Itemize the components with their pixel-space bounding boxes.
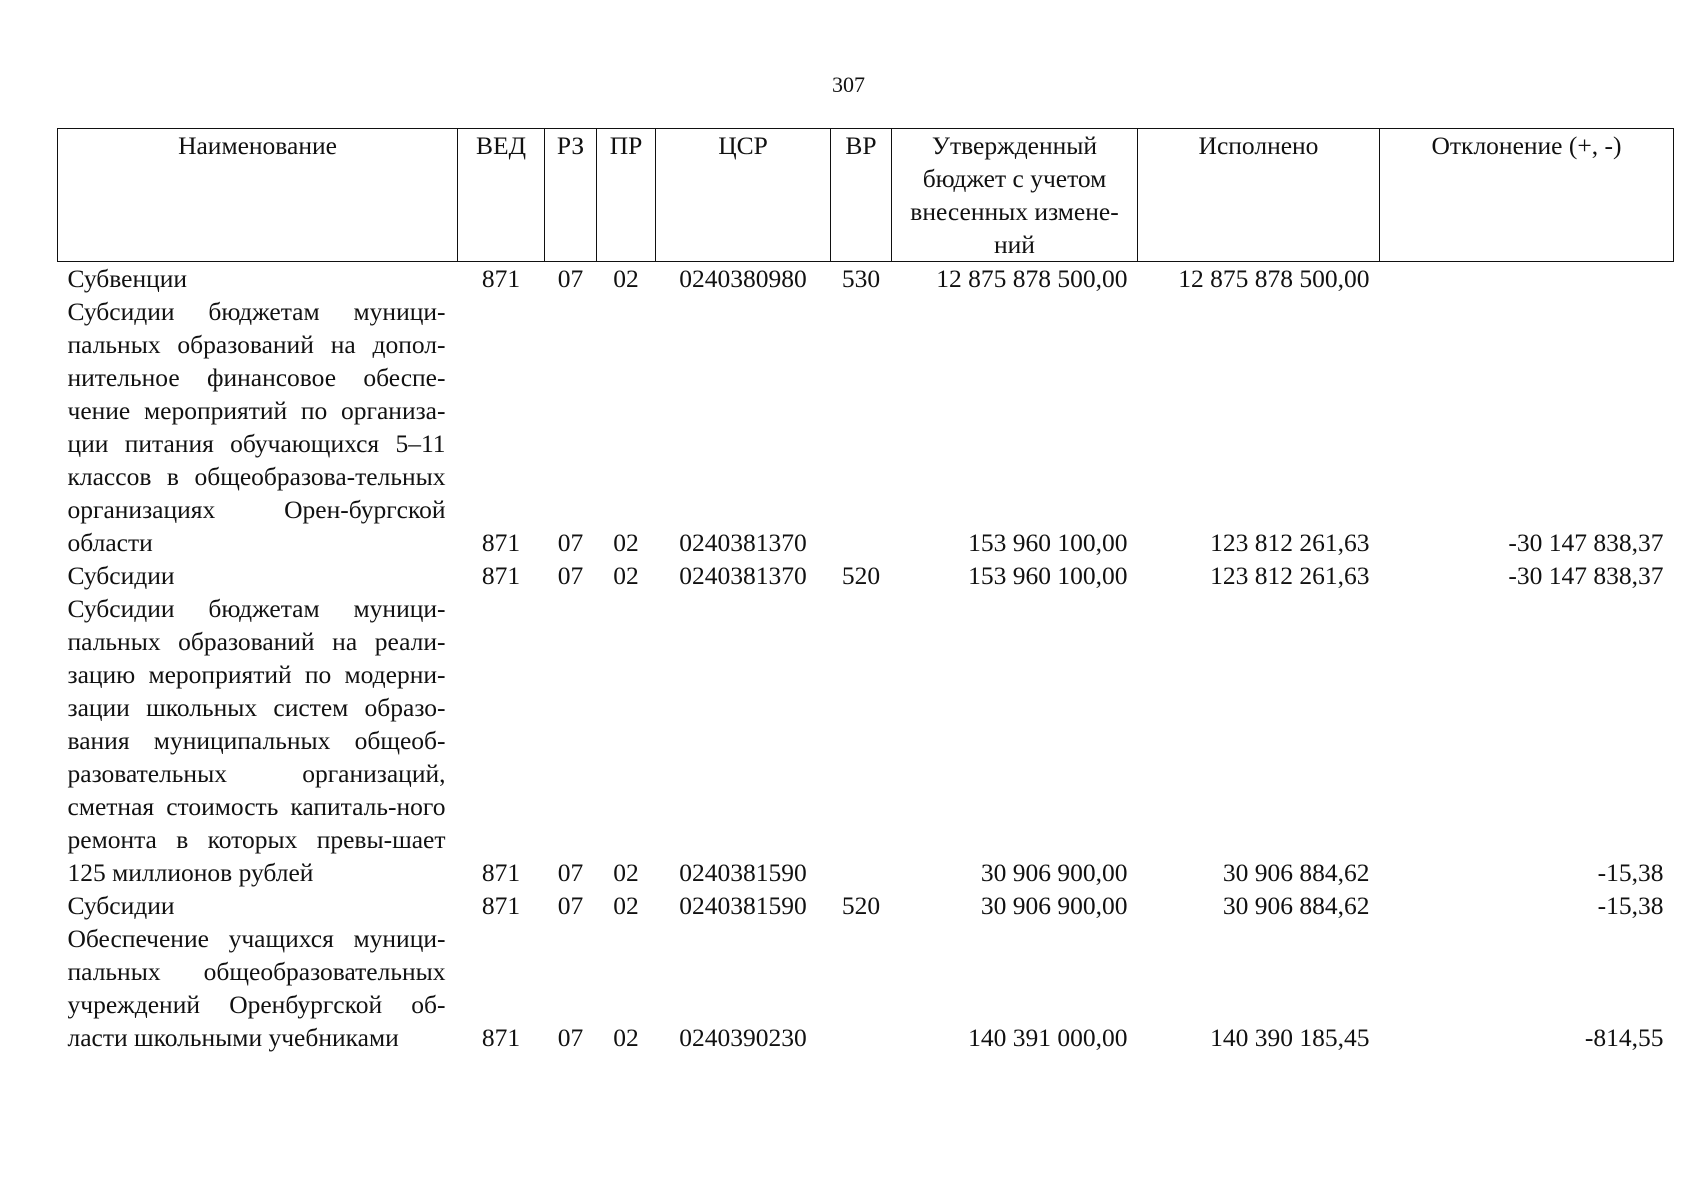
header-approved-budget: Утвержденный бюджет с учетом внесенных измене-ний <box>892 129 1138 262</box>
row-pr: 02 <box>613 1023 639 1052</box>
row-rz: 07 <box>557 561 584 590</box>
row-rz: 07 <box>557 858 584 887</box>
row-vr: 520 <box>841 561 881 590</box>
table-row <box>58 262 1674 296</box>
row-csr: 0240381590 <box>679 891 807 920</box>
row-approved-budget: 140 391 000,00 <box>968 1023 1128 1052</box>
row-approved-budget: 30 906 900,00 <box>980 891 1128 920</box>
row-pr: 02 <box>613 858 639 887</box>
page-number: 307 <box>832 72 865 97</box>
table-row <box>58 922 1674 1054</box>
row-rz: 07 <box>557 1023 584 1052</box>
row-ved: 871 <box>481 1023 521 1052</box>
row-executed: 30 906 884,62 <box>1222 891 1370 920</box>
row-pr: 02 <box>613 528 639 557</box>
row-ved: 871 <box>481 528 521 557</box>
row-rz: 07 <box>557 264 584 293</box>
header-rz: РЗ <box>545 129 597 262</box>
row-approved-budget: 153 960 100,00 <box>968 561 1128 590</box>
row-vr: 530 <box>841 264 881 293</box>
header-vr: ВР <box>831 129 892 262</box>
row-name: Субсидии бюджетам муници-пальных образований на допол-нительное финансовое обеспе-чение мероприятий по организа-ции питания обучающихся 5–11 классов в общеобразова-тельных организациях Орен-бургской области <box>67 297 446 557</box>
row-vr: 520 <box>841 891 881 920</box>
row-name: Обеспечение учащихся муници-пальных общеобразовательных учреждений Оренбургской об-ласти школьными учебниками <box>67 924 446 1052</box>
row-csr: 0240381590 <box>679 858 807 887</box>
row-csr: 0240390230 <box>679 1023 807 1052</box>
row-pr: 02 <box>613 891 639 920</box>
header-ved: ВЕД <box>458 129 545 262</box>
row-approved-budget: 153 960 100,00 <box>968 528 1128 557</box>
row-ved: 871 <box>481 561 521 590</box>
row-ved: 871 <box>481 858 521 887</box>
row-rz: 07 <box>557 528 584 557</box>
row-deviation: -30 147 838,37 <box>1508 528 1664 557</box>
row-deviation: -814,55 <box>1584 1023 1664 1052</box>
row-deviation: -15,38 <box>1597 891 1664 920</box>
table-body <box>58 262 1674 1055</box>
row-approved-budget: 30 906 900,00 <box>980 858 1128 887</box>
row-deviation <box>1380 262 1674 296</box>
row-executed: 30 906 884,62 <box>1222 858 1370 887</box>
header-executed: Исполнено <box>1138 129 1380 262</box>
header-name: Наименование <box>58 129 458 262</box>
header-pr: ПР <box>597 129 656 262</box>
row-name: Субвенции <box>67 264 188 293</box>
table-header-row <box>58 129 1674 262</box>
row-pr: 02 <box>613 561 639 590</box>
row-executed: 123 812 261,63 <box>1210 561 1370 590</box>
table-row <box>58 592 1674 889</box>
header-deviation: Отклонение (+, -) <box>1380 129 1674 262</box>
row-vr <box>831 922 892 1054</box>
row-csr: 0240381370 <box>679 561 807 590</box>
row-approved-budget: 12 875 878 500,00 <box>936 264 1128 293</box>
row-csr: 0240381370 <box>679 528 807 557</box>
row-ved: 871 <box>481 891 521 920</box>
table-row <box>58 559 1674 592</box>
row-deviation: -15,38 <box>1597 858 1664 887</box>
row-rz: 07 <box>557 891 584 920</box>
row-ved: 871 <box>481 264 521 293</box>
row-vr <box>831 592 892 889</box>
row-vr <box>831 295 892 559</box>
row-executed: 12 875 878 500,00 <box>1178 264 1370 293</box>
row-name: Субсидии бюджетам муници-пальных образований на реали-зацию мероприятий по модерни-зации школьных систем образо-вания муниципальных общеоб-разовательных организаций, сметная стоимость капиталь-ного ремонта в которых превы-шает 125 миллионов рублей <box>67 594 446 887</box>
table-row <box>58 889 1674 922</box>
row-pr: 02 <box>613 264 639 293</box>
header-csr: ЦСР <box>656 129 831 262</box>
row-executed: 140 390 185,45 <box>1210 1023 1370 1052</box>
budget-execution-table <box>57 128 1674 1054</box>
row-deviation: -30 147 838,37 <box>1508 561 1664 590</box>
row-executed: 123 812 261,63 <box>1210 528 1370 557</box>
row-csr: 0240380980 <box>679 264 807 293</box>
table-row <box>58 295 1674 559</box>
row-name: Субсидии <box>67 891 175 920</box>
row-name: Субсидии <box>67 561 175 590</box>
